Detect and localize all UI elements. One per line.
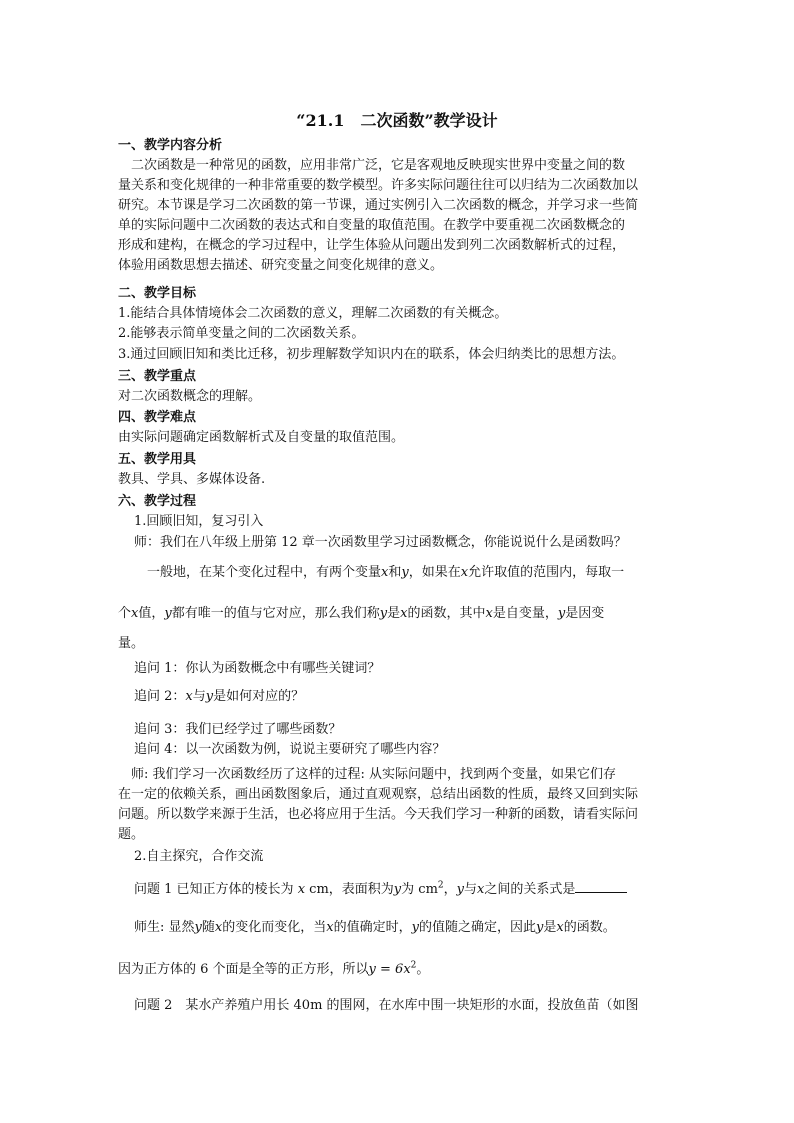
teacher-question: 师：我们在八年级上册第 12 章一次函数里学习过函数概念，你能说说什么是函数吗？	[134, 535, 627, 550]
section-heading-content-analysis: 一、教学内容分析	[118, 138, 223, 153]
problem-1: 问题 1 已知正方体的棱长为 x cm，表面积为y为 $cm^2$，y与x之间的关系式是	[134, 880, 627, 898]
analysis-line: 量关系和变化规律的一种非常重要的数学模型。许多实际问题往往可以归结为二次函数加以	[118, 178, 639, 193]
cube-formula-line: 因为正方体的 6 个面是全等的正方形，所以$y = 6x^2$。	[118, 960, 430, 977]
analysis-line: 形成和建构，在概念的学习过程中，让学生体验从问题出发到列二次函数解析式的过程，	[118, 238, 626, 253]
analysis-line: 研究。本节课是学习二次函数的第一节课，通过实例引入二次函数的概念，并学习求一些简	[118, 198, 639, 213]
goal-item: 2.能够表示简单变量之间的二次函数关系。	[118, 326, 365, 341]
problem-2: 问题 2 某水产养殖户用长 40m 的围网，在水库中围一块矩形的水面，投放鱼苗（如图	[134, 998, 639, 1013]
answer-blank	[575, 880, 627, 893]
teacher-student-explanation: 师生: 显然y随x的变化而变化，当x的值确定时，y的值随之确定，因此y是x的函数。	[134, 920, 616, 935]
process-step-2: 2.自主探究，合作交流	[134, 849, 264, 864]
function-definition-line-1: 一般地，在某个变化过程中，有两个变量x和y，如果在x允许取值的范围内，每取一	[134, 565, 625, 580]
teacher-summary-line: 题。	[118, 827, 145, 842]
process-step-1: 1.回顾旧知，复习引入	[134, 514, 264, 529]
analysis-line: 体验用函数思想去描述、研究变量之间变化规律的意义。	[118, 258, 444, 273]
section-heading-process: 六、教学过程	[118, 494, 197, 509]
followup-question-1: 追问 1：你认为函数概念中有哪些关键词？	[134, 661, 381, 676]
section-heading-goals: 二、教学目标	[118, 286, 197, 301]
function-definition-line-3: 量。	[118, 636, 145, 651]
section-heading-key-point: 三、教学重点	[118, 369, 197, 384]
teacher-summary-line: 在一定的依赖关系，画出函数图象后，通过直观观察，总结出函数的性质，最终又回到实际	[118, 787, 639, 802]
teacher-summary-line: 师: 我们学习一次函数经历了这样的过程: 从实际问题中，找到两个变量，如果它们存	[118, 767, 617, 782]
function-definition-line-2: 个x值，y都有唯一的值与它对应，那么我们称y是x的函数，其中x是自变量，y是因变	[118, 606, 605, 621]
section-heading-difficulty: 四、教学难点	[118, 410, 197, 425]
tools-text: 教具、学具、多媒体设备.	[118, 472, 266, 487]
analysis-line: 单的实际问题中二次函数的表达式和自变量的取值范围。在教学中要重视二次函数概念的	[118, 218, 626, 233]
followup-question-2: 追问 2：x与y是如何对应的？	[134, 689, 305, 704]
teacher-summary-line: 问题。所以数学来源于生活，也必将应用于生活。今天我们学习一种新的函数，请看实际问	[118, 807, 639, 822]
section-heading-tools: 五、教学用具	[118, 452, 197, 467]
followup-question-4: 追问 4：以一次函数为例，说说主要研究了哪些内容？	[134, 742, 446, 757]
key-point-text: 对二次函数概念的理解。	[118, 389, 262, 404]
followup-question-3: 追问 3：我们已经学过了哪些函数？	[134, 722, 342, 737]
difficulty-text: 由实际问题确定函数解析式及自变量的取值范围。	[118, 430, 405, 445]
document-title: “21.1 二次函数”教学设计	[296, 111, 498, 130]
goal-item: 3.通过回顾旧知和类比迁移，初步理解数学知识内在的联系，体会归纳类比的思想方法。	[118, 347, 625, 362]
analysis-line: 二次函数是一种常见的函数，应用非常广泛，它是客观地反映现实世界中变量之间的数	[118, 158, 626, 173]
goal-item: 1.能结合具体情境体会二次函数的意义，理解二次函数的有关概念。	[118, 306, 508, 321]
